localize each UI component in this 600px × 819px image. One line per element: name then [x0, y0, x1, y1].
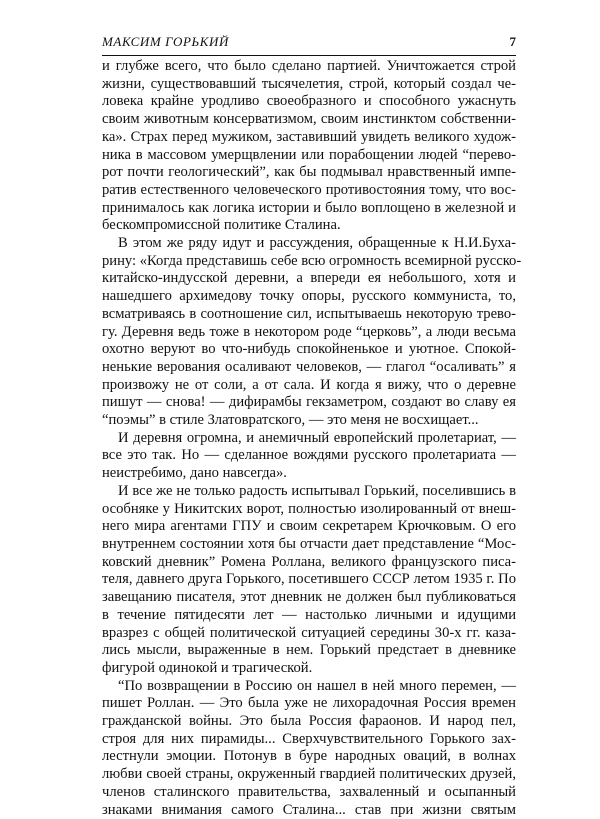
text-line: вразрез с общей политической ситуацией середины 30-х гг. каза- [102, 624, 516, 641]
text-line: своим животным консерватизмом, своим инстинктом собственни- [102, 111, 516, 128]
text-line: ника в массовом умерщвлении или порабощении людей “перево- [102, 146, 516, 163]
text-line: ратив естественного человеческого противостояния тому, что вос- [102, 181, 516, 198]
text-line: принималось как логика истории и было воплощено в железной и [102, 199, 516, 216]
text-line: знаками внимания самого Сталина... став при жизни святым [102, 801, 516, 818]
text-line: гу. Деревня ведь тоже в некотором роде “церковь”, а люди весьма [102, 323, 516, 340]
text-line: жизни, существовавший тысячелетия, строй, который создал че- [102, 75, 516, 92]
text-line: нашедшего архимедову точку опоры, русского коммуниста, то, [102, 288, 516, 305]
text-line: рот почти геологический”, как бы подмывал нравственный импе- [102, 164, 516, 181]
header-rule [102, 55, 516, 56]
text-line: “По возвращении в Россию он нашел в ней много перемен, — [118, 677, 516, 694]
text-line: завещанию писателя, этот дневник не должен был публиковаться [102, 589, 516, 606]
text-line: неистребимо, дано навсегда». [102, 465, 287, 482]
text-line: пишут — снова! — дифирамбы гекзаметром, создают во славу ея [102, 394, 516, 411]
text-line: И все же не только радость испытывал Горький, поселившись в [118, 482, 516, 499]
page-number: 7 [509, 34, 516, 49]
running-header [102, 34, 516, 50]
text-line: ловека крайне уродливо своеобразного и способного ужаснуть [102, 93, 516, 110]
running-head-author: МАКСИМ ГОРЬКИЙ [102, 34, 229, 49]
text-line: произвожу не от соли, а от сала. И когда я вижу, что о деревне [102, 376, 516, 393]
body-text [102, 58, 522, 819]
text-line: особняке у Никитских ворот, полностью изолированный от внеш- [102, 500, 516, 517]
text-line: любви своей страны, окруженный гвардией политических друзей, [102, 766, 516, 783]
text-line: строя для них пирамиды... Сверхчувствительного Горького зах- [102, 730, 516, 747]
text-line: теля, давнего друга Горького, посетившего СССР летом 1935 г. По [102, 571, 516, 588]
text-line: охотно веруют во что-нибудь спокойненькое и уютное. Спокой- [102, 341, 516, 358]
text-line: него мира агентами ГПУ и своим секретарем Крючковым. О его [102, 518, 516, 535]
text-line: “поэмы” в стиле Златовратского, — это меня не восхищает... [102, 412, 479, 429]
text-line: ка». Страх перед мужиком, заставивший увидеть великого худож- [102, 128, 516, 145]
text-line: лись мысли, выраженные в нем. Горький предстает в дневнике [102, 642, 516, 659]
text-line: все это так. Но — сделанное вождями русского пролетариата — [102, 447, 516, 464]
text-line: членов сталинского правительства, захваленный и осыпанный [102, 783, 516, 800]
text-line: всматриваясь в соотношение сил, испытываешь некоторую трево- [102, 305, 516, 322]
text-line: рину: «Когда представишь себе всю огромность всемирной русско- [102, 252, 522, 269]
text-line: лестнули эмоции. Потонув в буре народных оваций, в волнах [102, 748, 516, 765]
text-line: бескомпромиссной политике Сталина. [102, 217, 341, 234]
text-line: китайско-индусской деревни, а впереди ея небольшого, хотя и [102, 270, 516, 287]
text-line: И деревня огромна, и анемичный европейский пролетариат, — [118, 429, 516, 446]
text-line: внутреннем состоянии хотя бы отчасти дает представление “Мос- [102, 535, 516, 552]
text-line: фигурой одинокой и трагической. [102, 659, 313, 676]
text-line: и глубже всего, что было сделано партией. Уничтожается строй [102, 58, 516, 74]
text-line: в течение пятидесяти лет — настолько личными и идущими [102, 606, 516, 623]
text-line: ковский дневник” Ромена Роллана, великого французского писа- [102, 553, 516, 570]
text-line: В этом же ряду идут и рассуждения, обращенные к Н.И.Буха- [118, 235, 516, 252]
text-line: ненькие верования осаливают человеков, — глагол “осаливать” я [102, 358, 516, 375]
text-line: гражданской войны. Это была Россия фараонов. И народ пел, [102, 713, 516, 730]
text-line: пишет Роллан. — Это была уже не лихорадочная Россия времен [102, 695, 516, 712]
